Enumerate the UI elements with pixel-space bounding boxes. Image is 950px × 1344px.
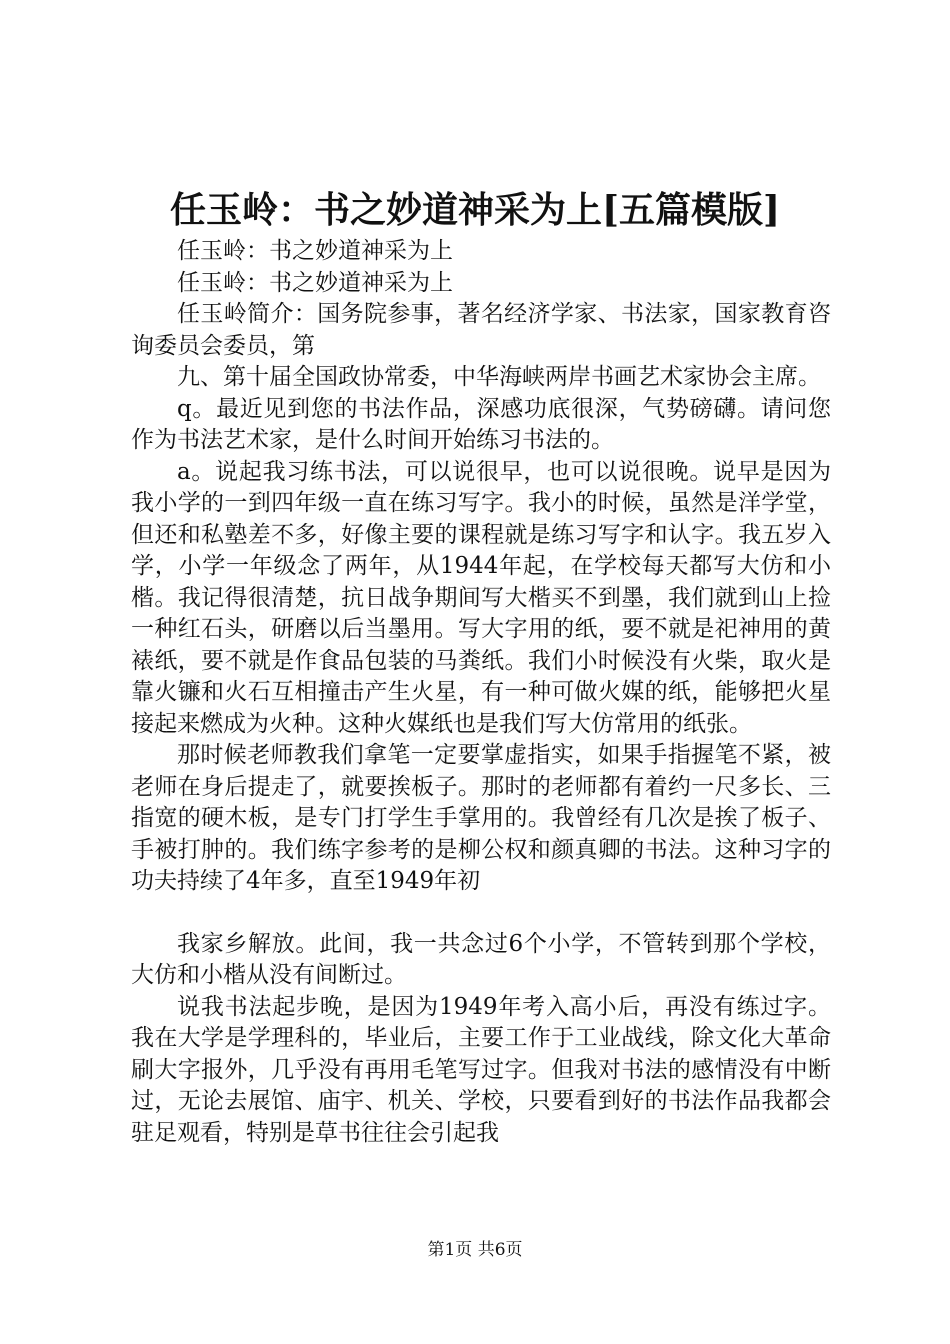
paragraph-liberation: 我家乡解放。此间，我一共念过6个小学，不管转到那个学校，大仿和小楷从没有间断过。: [131, 930, 831, 988]
paragraph-intro-continued: 九、第十届全国政协常委，中华海峡两岸书画艺术家协会主席。: [177, 364, 821, 390]
document-body: [131, 236, 831, 1149]
paragraph-late-start: 说我书法起步晚，是因为1949年考入高小后，再没有练过字。我在大学是学理科的，毕业后，主要工作于工业战线，除文化大革命刷大字报外，几乎没有再用毛笔写过字。但我对书法的感情没有中断过，无论去展馆、庙宇、机关、学校，只要看到好的书法作品我都会驻足观看，特别是草书往往会引起我: [131, 993, 831, 1146]
paragraph-intro: 任玉岭简介：国务院参事，著名经济学家、书法家，国家教育咨询委员会委员，第: [131, 301, 831, 359]
page-number-footer: 第1页 共6页: [427, 1240, 523, 1260]
paragraph-subtitle-2: 任玉岭：书之妙道神采为上: [177, 269, 453, 296]
document-title: 任玉岭：书之妙道神采为上[五篇模版]: [169, 189, 781, 231]
paragraph-subtitle-1: 任玉岭：书之妙道神采为上: [177, 238, 453, 264]
paragraph-teacher: 那时候老师教我们拿笔一定要掌虚指实，如果手指握笔不紧，被老师在身后提走了，就要挨板子。那时的老师都有着约一尺多长、三指宽的硬木板，是专门打学生手掌用的。我曾经有几次是挨了板子、手被打肿的。我们练字参考的是柳公权和颜真卿的书法。这种习字的功夫持续了4年多，直至1949年初: [131, 742, 831, 894]
paragraph-question: q。最近见到您的书法作品，深感功底很深，气势磅礴。请问您作为书法艺术家，是什么时间开始练习书法的。: [131, 395, 831, 453]
paragraph-answer: a。说起我习练书法，可以说很早，也可以说很晚。说早是因为我小学的一到四年级一直在练习写字。我小的时候，虽然是洋学堂，但还和私塾差不多，好像主要的课程就是练习写字和认字。我五岁入学，小学一年级念了两年，从1944年起，在学校每天都写大仿和小楷。我记得很清楚，抗日战争期间写大楷买不到墨，我们就到山上捡一种红石头，研磨以后当墨用。写大字用的纸，要不就是祀神用的黄裱纸，要不就是作食品包装的马粪纸。我们小时候没有火柴，取火是靠火镰和火石互相撞击产生火星，有一种可做火媒的纸，能够把火星接起来燃成为火种。这种火媒纸也是我们写大仿常用的纸张。: [131, 458, 831, 737]
